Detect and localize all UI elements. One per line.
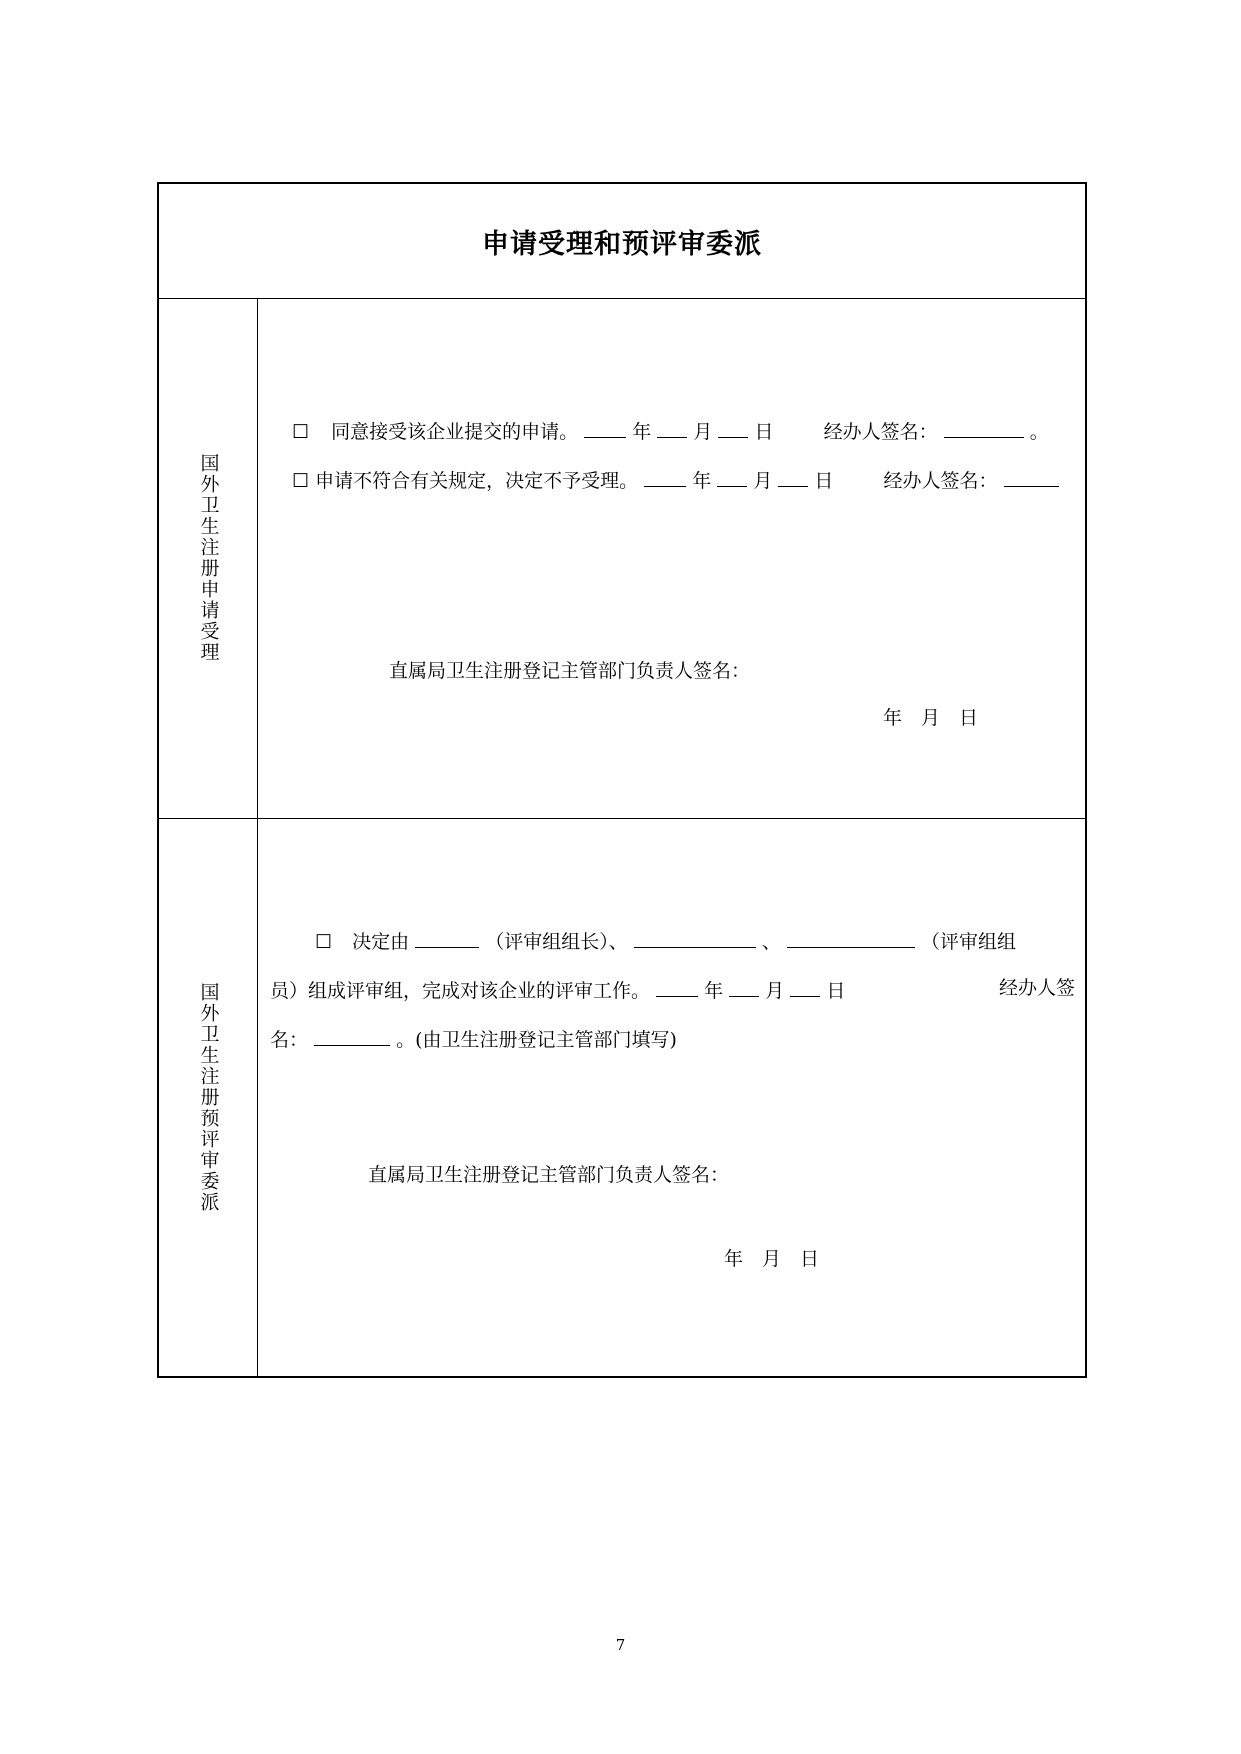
reject-handler-sign-label: 经办人签名： <box>883 470 998 492</box>
assign-line-3 <box>270 1025 677 1052</box>
assign-member-text-b: 员）组成评审组，完成对该企业的评审工作。 <box>270 980 651 1002</box>
registration-form <box>157 182 1087 1378</box>
agree-handler-signature-blank[interactable] <box>944 417 1024 438</box>
team-member-2-blank[interactable] <box>787 927 915 948</box>
assign-day-label: 日 <box>826 980 846 1002</box>
section-label-cell <box>159 298 258 818</box>
reject-line <box>292 466 1059 493</box>
assign-head-sign-date <box>724 1247 819 1271</box>
agree-month-blank[interactable] <box>657 417 687 438</box>
reject-month-blank[interactable] <box>717 466 747 487</box>
agree-line <box>292 417 1049 444</box>
agree-day-blank[interactable] <box>718 417 748 438</box>
assign-line-2 <box>270 976 845 1003</box>
assign-day-blank[interactable] <box>790 976 820 997</box>
assign-comma: 、 <box>761 931 781 953</box>
assign-month-label: 月 <box>765 980 785 1002</box>
reject-year-blank[interactable] <box>644 466 686 487</box>
assign-year-label: 年 <box>704 980 724 1002</box>
form-title: 申请受理和预评审委派 <box>482 228 762 260</box>
reject-checkbox[interactable]: ☐ <box>292 470 310 492</box>
head-sign-line <box>389 659 750 683</box>
reject-year-label: 年 <box>692 470 712 492</box>
agree-period: 。 <box>1029 421 1049 443</box>
reject-month-label: 月 <box>753 470 773 492</box>
agree-checkbox[interactable]: ☐ <box>292 421 310 443</box>
reject-text: 申请不符合有关规定，决定不予受理。 <box>315 470 639 492</box>
assign-member-text-a: （评审组组 <box>920 931 1016 953</box>
agree-handler-sign-label: 经办人签名： <box>823 421 938 443</box>
reject-day-blank[interactable] <box>778 466 808 487</box>
assign-handler-signature-blank[interactable] <box>314 1025 390 1046</box>
section-pre-review-assignment <box>159 818 1085 1376</box>
agree-day-label: 日 <box>754 421 774 443</box>
head-sign-date-text: 年 月 日 <box>883 707 979 729</box>
section-content-acceptance <box>258 298 1085 818</box>
assign-line-1 <box>315 927 1016 954</box>
assign-handler-sign-b: 名： <box>270 1029 309 1051</box>
assign-year-blank[interactable] <box>656 976 698 997</box>
reject-handler-signature-blank[interactable] <box>1004 466 1059 487</box>
agree-year-label: 年 <box>632 421 652 443</box>
assign-head-sign-line <box>368 1163 729 1187</box>
assign-decide-text: 决定由 <box>352 931 410 953</box>
agree-year-blank[interactable] <box>584 417 626 438</box>
assign-leader-text: （评审组组长）、 <box>485 931 628 953</box>
assign-handler-sign-a: 经办人签 <box>999 977 1076 999</box>
assign-head-sign-date-text: 年 月 日 <box>724 1248 820 1270</box>
section-content-assignment <box>258 818 1085 1376</box>
reject-day-label: 日 <box>814 470 834 492</box>
team-member-1-blank[interactable] <box>634 927 756 948</box>
assign-month-blank[interactable] <box>729 976 759 997</box>
head-sign-label: 直属局卫生注册登记主管部门负责人签名： <box>389 660 751 682</box>
section-label-assignment: 国外卫生注册预评审委派 <box>197 981 220 1213</box>
assign-checkbox[interactable]: ☐ <box>315 931 333 953</box>
team-leader-blank[interactable] <box>415 927 479 948</box>
assign-handler-sign-a-wrap <box>999 976 1075 1000</box>
assign-head-sign-label: 直属局卫生注册登记主管部门负责人签名： <box>368 1164 730 1186</box>
section-label-acceptance: 国外卫生注册申请受理 <box>197 453 220 663</box>
head-sign-date <box>883 706 978 730</box>
agree-text: 同意接受该企业提交的申请。 <box>331 421 579 443</box>
form-title-row <box>159 184 1085 299</box>
assign-note: 。(由卫生注册登记主管部门填写) <box>396 1029 677 1051</box>
agree-month-label: 月 <box>693 421 713 443</box>
section-application-acceptance <box>159 298 1085 819</box>
section-label-cell <box>159 818 258 1376</box>
page-number: 7 <box>615 1636 626 1654</box>
